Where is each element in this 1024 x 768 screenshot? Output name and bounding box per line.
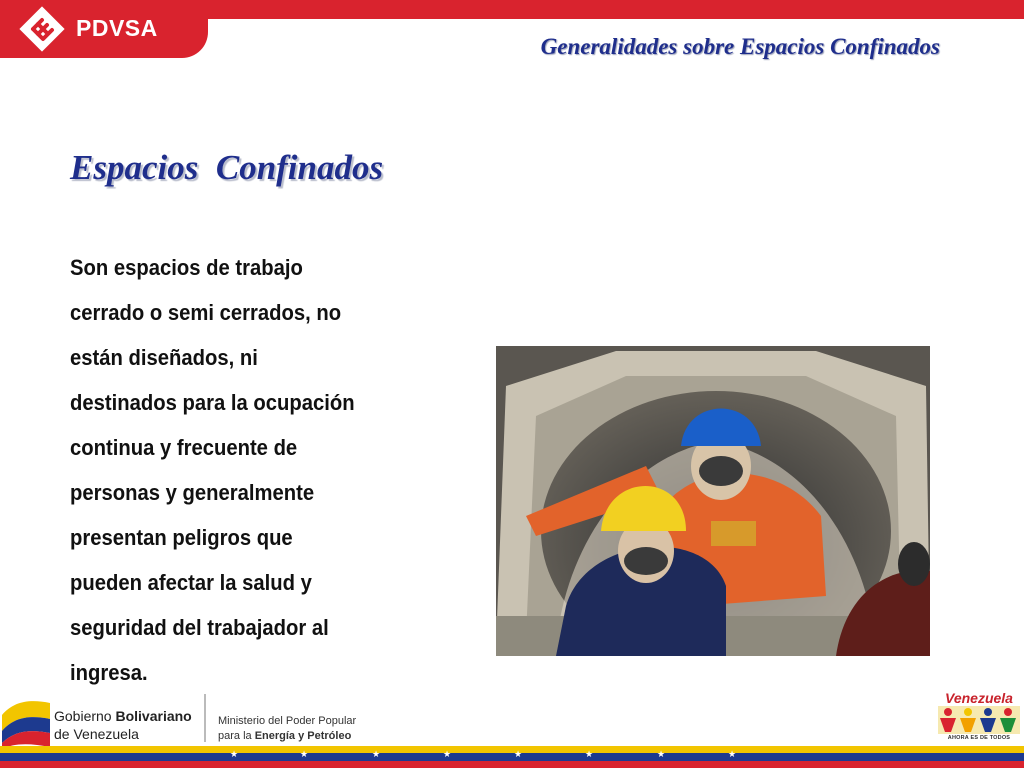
brand-logo — [0, 0, 208, 58]
star-icon: ★ — [514, 749, 523, 759]
venezuela-flag-icon — [0, 693, 52, 749]
star-icon: ★ — [443, 749, 452, 759]
flag-stripe-red — [0, 761, 1024, 768]
definition-text: Son espacios de trabajo cerrado o semi cerrados, no están diseñados, ni destinados para la ocupación continua y frecuente de personas y generalmente presentan peligros que pueden afectar la salud y seguridad del trabajador al ingresa. — [70, 255, 355, 685]
flag-stripe-blue — [0, 753, 1024, 761]
vz-logo-title: Venezuela — [945, 690, 1013, 706]
header-title: Generalidades sobre Espacios Confinados — [540, 34, 940, 59]
star-icon: ★ — [585, 749, 594, 759]
pdvsa-logo-icon — [18, 5, 66, 53]
brand-name: PDVSA — [76, 15, 158, 41]
star-icon: ★ — [372, 749, 381, 759]
flag-stripe-yellow — [0, 746, 1024, 753]
ministerio-label: Ministerio del Poder Popular para la Energía y Petróleo — [218, 715, 357, 742]
vz-logo-subtitle: AHORA ES DE TODOS — [947, 735, 1011, 741]
slide-title: Espacios Confinados — [70, 148, 384, 187]
star-icon: ★ — [728, 749, 737, 759]
star-icon: ★ — [230, 749, 239, 759]
confined-space-photo — [496, 346, 930, 656]
footer-divider — [204, 694, 206, 742]
venezuela-ahora-es-de-todos-logo — [936, 690, 1022, 746]
gobierno-bolivariano-label: Gobierno Bolivariano de Venezuela — [54, 708, 192, 742]
people-figures-icon — [938, 706, 1020, 734]
star-icon: ★ — [657, 749, 666, 759]
star-icon: ★ — [300, 749, 309, 759]
